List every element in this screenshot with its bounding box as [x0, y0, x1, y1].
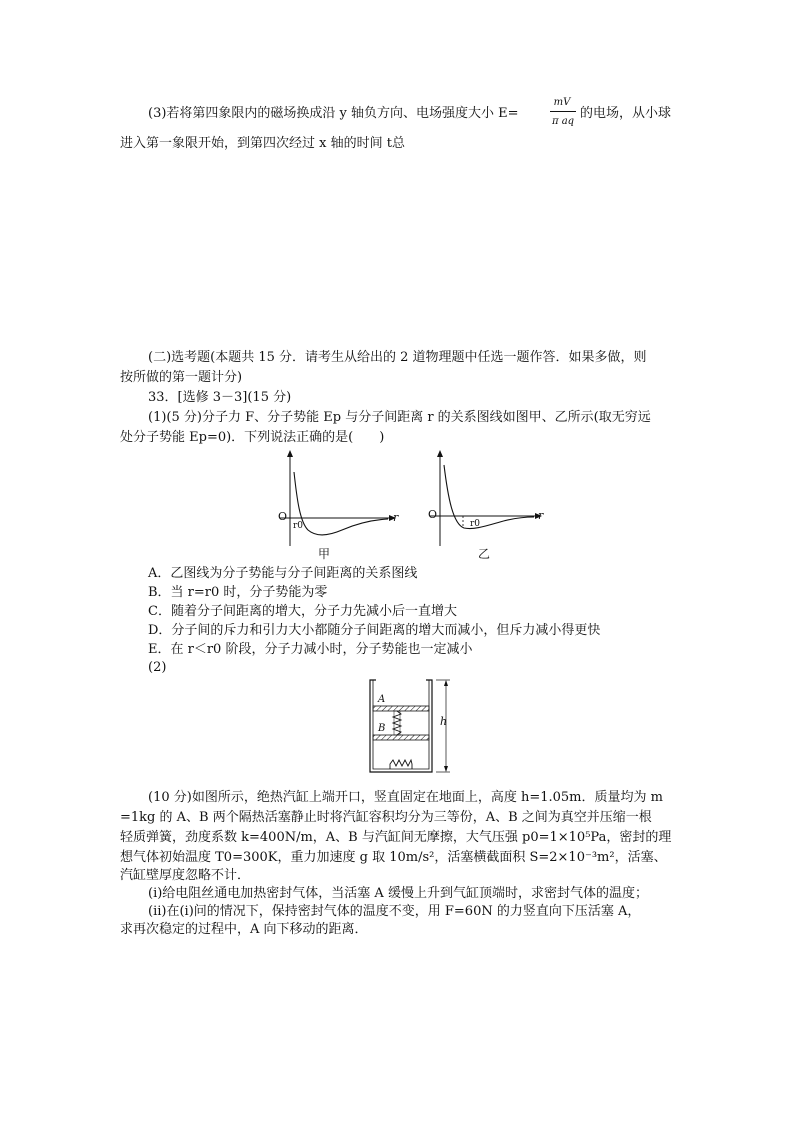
section2-line2: 按所做的第一题计分) — [120, 370, 243, 385]
arrow-up-icon — [444, 680, 448, 686]
y-arrow-icon — [437, 450, 443, 457]
fraction-numerator: mV — [553, 97, 571, 108]
section2-line1: (二)选考题(本题共 15 分．请考生从给出的 2 道物理题中任选一题作答．如果多做，则 — [148, 350, 647, 365]
cylinder-label-a: A — [378, 694, 386, 705]
part2-label: (2) — [148, 660, 167, 675]
graph-jia-r0: r0 — [293, 521, 304, 531]
graph-yi-r0: r0 — [470, 519, 481, 529]
p2-line5: 汽缸壁厚度忽略不计． — [120, 868, 251, 883]
option-c: C．随着分子间距离的增大，分子力先减小后一直增大 — [148, 604, 457, 619]
q33-p1-line1: (1)(5 分)分子力 F、分子势能 Ep 与分子间距离 r 的关系图线如图甲、乙所示(取无穷远 — [148, 410, 651, 425]
cylinder-label-h: h — [440, 715, 448, 728]
q33-title: 33．[选修 3－3](15 分) — [148, 390, 292, 405]
option-e: E．在 r＜r0 阶段，分子力减小时，分子势能也一定减小 — [148, 642, 473, 657]
fraction-bar — [550, 111, 576, 112]
curve-jia — [294, 472, 388, 535]
graph-jia — [270, 450, 405, 550]
q3-line1-b: 的电场，从小球 — [580, 106, 672, 121]
graph-jia-caption: 甲 — [318, 547, 331, 561]
p2-sub2-line2: 求再次稳定的过程中，A 向下移动的距离． — [120, 922, 368, 937]
option-a: A．乙图线为分子势能与分子间距离的关系图线 — [148, 566, 418, 581]
cylinder-diagram — [360, 676, 470, 776]
p2-sub2-line1: (ⅱ)在(ⅰ)问的情况下，保持密封气体的温度不变，用 F=60N 的力竖直向下压活塞 A， — [148, 904, 641, 919]
fraction-denominator: π aq — [551, 116, 575, 127]
option-b: B．当 r=r0 时，分子势能为零 — [148, 585, 328, 600]
cylinder-label-b: B — [378, 723, 386, 734]
p2-line4: 想气体初始温度 T0=300K，重力加速度 g 取 10m/s²，活塞横截面积 S=2×10⁻³m²，活塞、 — [120, 850, 667, 865]
y-arrow-icon — [287, 450, 293, 457]
curve-yi — [444, 465, 534, 529]
piston-a — [373, 706, 429, 711]
q33-p1-line2: 处分子势能 Ep=0)．下列说法正确的是( ) — [120, 430, 385, 445]
graph-yi-origin: O — [428, 508, 438, 521]
graph-yi — [420, 450, 555, 550]
q3-line2: 进入第一象限开始，到第四次经过 x 轴的时间 t总 — [120, 136, 405, 151]
p2-line1: (10 分)如图所示，绝热汽缸上端开口，竖直固定在地面上，高度 h=1.05m．质量均为 m — [148, 790, 663, 805]
q3-line1-a: (3)若将第四象限内的磁场换成沿 y 轴负方向、电场强度大小 E= — [148, 106, 519, 121]
p2-line3: 轻质弹簧，劲度系数 k=400N/m，A、B 与汽缸间无摩擦，大气压强 p0=1×10⁵Pa，密封的理 — [120, 830, 672, 845]
graph-jia-origin: O — [278, 510, 288, 523]
arrow-down-icon — [444, 766, 448, 772]
graph-yi-caption: 乙 — [478, 547, 491, 561]
piston-b — [373, 735, 429, 740]
graph-jia-axis-label: r — [393, 511, 399, 524]
p2-sub1: (ⅰ)给电阻丝通电加热密封气体，当活塞 A 缓慢上升到气缸顶端时，求密封气体的温度； — [148, 886, 648, 901]
heater-wire-icon — [390, 760, 412, 769]
p2-line2: =1kg 的 A、B 两个隔热活塞静止时将汽缸容积均分为三等份，A、B 之间为真空并压缩一根 — [120, 810, 652, 825]
graph-yi-axis-label: r — [538, 509, 544, 522]
option-d: D．分子间的斥力和引力大小都随分子间距离的增大而减小，但斥力减小得更快 — [148, 623, 601, 638]
